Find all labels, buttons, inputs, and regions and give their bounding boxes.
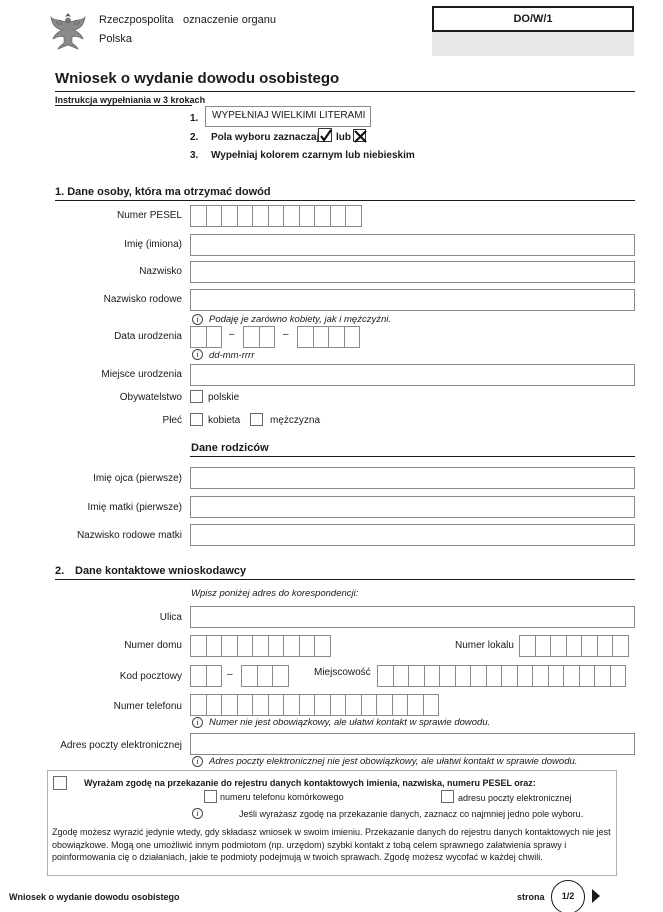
form-code-box bbox=[432, 6, 634, 56]
step3-number: 3. bbox=[190, 150, 199, 161]
date-dash-1: – bbox=[229, 329, 235, 340]
footer-title: Wniosek o wydanie dowodu osobistego bbox=[9, 892, 180, 902]
sex-male-label: mężczyzna bbox=[270, 415, 321, 426]
consent-phone-checkbox[interactable] bbox=[204, 790, 217, 803]
consent-note: Zgodę możesz wyrazić jedynie wtedy, gdy składasz wniosek w swoim imieniu. Przekazanie danych do rejestru danych kontaktowych nie jest obowiązkowe. Mogą one umożliwić innym podmiotom (np. urzędom) szybki kontakt z tobą celem sprawnego załatwienia sprawy i poinformowania cię o działaniach, jakie te podmioty podejmują w twoich sprawach. Zgodę możesz wycofać w każdej chwili. bbox=[52, 827, 611, 862]
mother-name-label: Imię matki (pierwsze) bbox=[87, 502, 182, 513]
info-icon: i bbox=[192, 717, 203, 728]
postal-code-label: Kod pocztowy bbox=[119, 671, 182, 682]
checkmark-example-icon bbox=[318, 128, 332, 142]
authority-label: oznaczenie organu bbox=[183, 14, 276, 26]
section2-heading: Dane kontaktowe wnioskodawcy bbox=[75, 565, 247, 577]
email-input[interactable] bbox=[190, 733, 635, 755]
consent-main-checkbox[interactable] bbox=[53, 776, 67, 790]
consent-phone-label: numeru telefonu komórkowego bbox=[220, 792, 344, 802]
step2-text: Pola wyboru zaznaczaj bbox=[211, 132, 320, 143]
step2-number: 2. bbox=[190, 132, 199, 143]
father-name-input[interactable] bbox=[190, 467, 635, 489]
page-label: strona bbox=[517, 892, 545, 902]
street-label: Ulica bbox=[159, 612, 182, 623]
step2-or: lub bbox=[336, 132, 351, 143]
consent-email-checkbox[interactable] bbox=[441, 790, 454, 803]
house-number-label: Numer domu bbox=[124, 640, 182, 651]
mother-birth-surname-label: Nazwisko rodowe matki bbox=[76, 530, 182, 541]
country-name-line1: Rzeczpospolita bbox=[99, 14, 174, 26]
sex-female-label: kobieta bbox=[208, 415, 241, 426]
phone-label: Numer telefonu bbox=[113, 701, 182, 712]
mother-birth-surname-input[interactable] bbox=[190, 524, 635, 546]
sex-label: Płeć bbox=[162, 415, 182, 426]
email-hint: Adres poczty elektronicznej nie jest obowiązkowy, ale ułatwi kontakt w sprawie dowodu. bbox=[209, 756, 578, 767]
email-label: Adres poczty elektronicznej bbox=[60, 740, 182, 751]
house-number-input[interactable] bbox=[190, 635, 330, 657]
surname-label: Nazwisko bbox=[139, 266, 182, 277]
postal-dash: – bbox=[227, 669, 233, 680]
sex-female-checkbox[interactable] bbox=[190, 413, 203, 426]
triangle-right-icon[interactable] bbox=[592, 889, 600, 903]
page-title: Wniosek o wydanie dowodu osobistego bbox=[55, 70, 340, 87]
father-name-label: Imię ojca (pierwsze) bbox=[93, 473, 182, 484]
citizenship-option-label: polskie bbox=[208, 392, 240, 403]
instructions-heading: Instrukcja wypełniania w 3 krokach bbox=[55, 95, 206, 105]
city-label: Miejscowość bbox=[314, 667, 371, 678]
consent-email-label: adresu poczty elektronicznej bbox=[458, 793, 572, 803]
birth-day-input[interactable] bbox=[190, 326, 221, 348]
address-hint: Wpisz poniżej adres do korespondencji: bbox=[191, 588, 359, 599]
birth-date-hint: dd-mm-rrrr bbox=[209, 350, 255, 361]
birth-date-label: Data urodzenia bbox=[114, 331, 182, 342]
parents-heading: Dane rodziców bbox=[191, 442, 269, 454]
citizenship-polish-checkbox[interactable] bbox=[190, 390, 203, 403]
birth-surname-label: Nazwisko rodowe bbox=[103, 294, 182, 305]
birth-surname-hint: Podaję je zarówno kobiety, jak i mężczyźni. bbox=[209, 314, 391, 325]
consent-hint: Jeśli wyrażasz zgodę na przekazanie danych, zaznacz co najmniej jedno pole wyboru. bbox=[239, 809, 584, 819]
section1-heading: 1. Dane osoby, która ma otrzymać dowód bbox=[55, 186, 271, 198]
step1-example-box bbox=[205, 106, 371, 127]
date-dash-2: – bbox=[283, 329, 289, 340]
sex-male-checkbox[interactable] bbox=[250, 413, 263, 426]
step1-text: WYPEŁNIAJ WIELKIMI LITERAMI bbox=[212, 110, 366, 121]
first-names-label: Imię (imiona) bbox=[124, 239, 182, 250]
birth-place-input[interactable] bbox=[190, 364, 635, 386]
birth-year-input[interactable] bbox=[297, 326, 359, 348]
mother-name-input[interactable] bbox=[190, 496, 635, 518]
birth-place-label: Miejsce urodzenia bbox=[101, 369, 182, 380]
eagle-emblem-icon bbox=[48, 9, 88, 51]
city-input[interactable] bbox=[377, 665, 625, 687]
first-names-input[interactable] bbox=[190, 234, 635, 256]
postal-code-part2-input[interactable] bbox=[241, 665, 288, 687]
section2-number: 2. bbox=[55, 565, 65, 577]
info-icon: i bbox=[192, 808, 203, 819]
phone-hint: Numer nie jest obowiązkowy, ale ułatwi kontakt w sprawie dowodu. bbox=[209, 717, 491, 728]
page-number: 1/2 bbox=[551, 880, 585, 912]
pesel-input[interactable] bbox=[190, 205, 361, 227]
cross-example-icon bbox=[353, 129, 366, 142]
birth-surname-input[interactable] bbox=[190, 289, 635, 311]
pesel-label: Numer PESEL bbox=[116, 210, 182, 221]
country-name-line2: Polska bbox=[99, 33, 133, 45]
birth-month-input[interactable] bbox=[243, 326, 274, 348]
citizenship-label: Obywatelstwo bbox=[119, 392, 182, 403]
street-input[interactable] bbox=[190, 606, 635, 628]
step3-text: Wypełniaj kolorem czarnym lub niebieskim bbox=[211, 150, 415, 161]
apartment-number-input[interactable] bbox=[519, 635, 628, 657]
postal-code-part1-input[interactable] bbox=[190, 665, 221, 687]
phone-input[interactable] bbox=[190, 694, 438, 716]
consent-main-text: Wyrażam zgodę na przekazanie do rejestru danych kontaktowych imienia, nazwiska, numeru PESEL oraz: bbox=[84, 778, 536, 788]
form-code: DO/W/1 bbox=[432, 6, 634, 32]
surname-input[interactable] bbox=[190, 261, 635, 283]
apartment-number-label: Numer lokalu bbox=[455, 640, 514, 651]
info-icon: i bbox=[192, 314, 203, 325]
info-icon: i bbox=[192, 756, 203, 767]
info-icon: i bbox=[192, 349, 203, 360]
step1-number: 1. bbox=[190, 113, 199, 124]
